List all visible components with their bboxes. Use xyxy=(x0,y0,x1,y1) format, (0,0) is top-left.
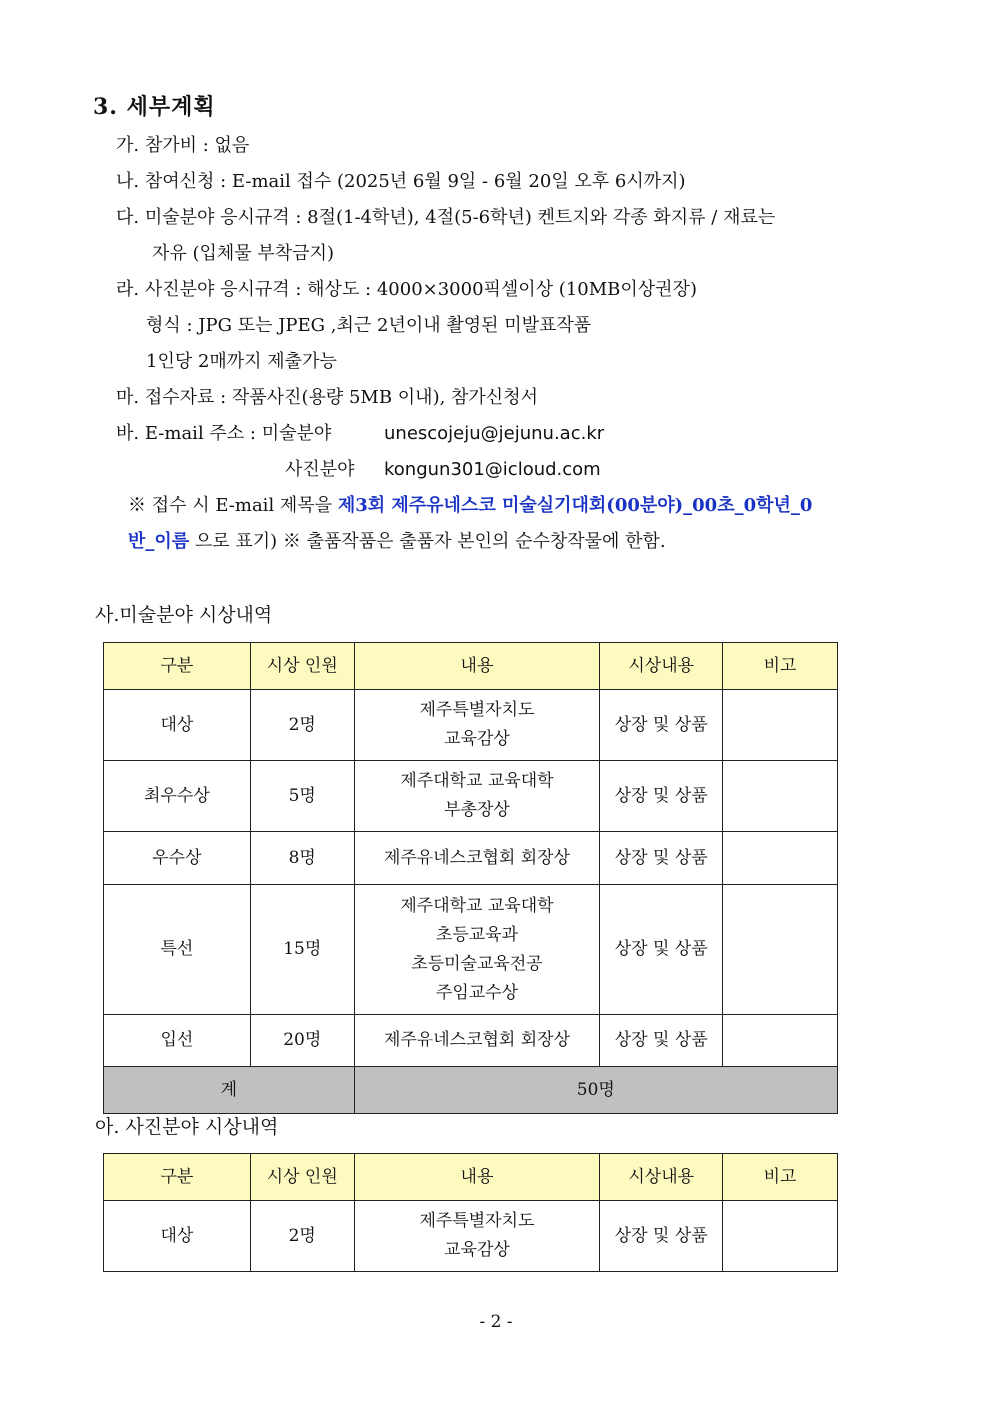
header-note: 비고 xyxy=(723,1154,838,1201)
note-line-2 xyxy=(128,530,666,554)
item-materials: 마. 접수자료 : 작품사진(용량 5MB 이내), 참가신청서 xyxy=(116,387,538,408)
item-photo-limit: 1인당 2매까지 제출가능 xyxy=(146,351,337,372)
cell-category: 최우수상 xyxy=(104,761,251,832)
cell-prize: 상장 및 상품 xyxy=(600,1201,723,1272)
note-suffix: 으로 표기) ※ 출품작품은 출품자 본인의 순수창작물에 한함. xyxy=(189,531,666,552)
cell-count: 2명 xyxy=(250,1201,354,1272)
content-line: 제주유네스코협회 회장상 xyxy=(383,1030,570,1050)
content-line: 제주유네스코협회 회장상 xyxy=(383,847,570,868)
cell-count: 15명 xyxy=(250,885,354,1015)
section-heading: 3. 세부계획 xyxy=(93,94,216,120)
photo-awards-title: 아. 사진분야 시상내역 xyxy=(95,1116,279,1138)
note-line-1 xyxy=(128,494,812,518)
content-line: 제주대학교 교육대학 xyxy=(400,771,554,791)
item-application: 나. 참여신청 : E-mail 접수 (2025년 6월 9일 - 6월 20일 오후 6시까지) xyxy=(116,171,686,192)
cell-note xyxy=(723,1201,838,1272)
cell-category: 대상 xyxy=(104,690,251,761)
cell-note xyxy=(723,690,838,761)
cell-note xyxy=(723,1015,838,1067)
content-line: 제주특별자치도 xyxy=(419,700,535,720)
cell-content xyxy=(354,690,600,761)
table-row xyxy=(104,690,838,761)
cell-prize: 상장 및 상품 xyxy=(600,1015,723,1067)
cell-category: 입선 xyxy=(104,1015,251,1067)
total-label: 계 xyxy=(104,1067,355,1114)
cell-count: 5명 xyxy=(250,761,354,832)
table-row xyxy=(104,832,838,885)
cell-prize: 상장 및 상품 xyxy=(600,832,723,885)
content-line: 제주특별자치도 xyxy=(419,1211,535,1231)
cell-content xyxy=(354,885,600,1015)
note-prefix: ※ 접수 시 E-mail 제목을 xyxy=(128,495,338,516)
item-art-spec-cont: 자유 (입체물 부착금지) xyxy=(152,243,334,264)
content-line: 주임교수상 xyxy=(435,982,519,1003)
header-count: 시상 인원 xyxy=(250,643,354,690)
content-line: 제주대학교 교육대학 xyxy=(400,895,554,916)
header-category: 구분 xyxy=(104,1154,251,1201)
content-line: 초등교육과 xyxy=(435,924,519,945)
item-fee: 가. 참가비 : 없음 xyxy=(116,135,250,156)
cell-note xyxy=(723,761,838,832)
cell-note xyxy=(723,885,838,1015)
cell-prize: 상장 및 상품 xyxy=(600,885,723,1015)
cell-content xyxy=(354,1015,600,1067)
content-line: 초등미술교육전공 xyxy=(411,953,543,974)
total-row xyxy=(104,1067,838,1114)
cell-content xyxy=(354,832,600,885)
cell-prize: 상장 및 상품 xyxy=(600,761,723,832)
table-row xyxy=(104,1201,838,1272)
cell-count: 2명 xyxy=(250,690,354,761)
cell-count: 8명 xyxy=(250,832,354,885)
header-note: 비고 xyxy=(723,643,838,690)
cell-category: 특선 xyxy=(104,885,251,1015)
cell-content xyxy=(354,1201,600,1272)
table-header-row xyxy=(104,1154,838,1201)
table-row xyxy=(104,885,838,1015)
content-line: 교육감상 xyxy=(444,1240,510,1260)
cell-content xyxy=(354,761,600,832)
email-art-link[interactable]: unescojeju@jejunu.ac.kr xyxy=(384,423,605,444)
art-awards-table xyxy=(103,642,838,1114)
photo-awards-table xyxy=(103,1153,838,1272)
header-count: 시상 인원 xyxy=(250,1154,354,1201)
header-prize: 시상내용 xyxy=(600,643,723,690)
item-photo-format: 형식 : JPG 또는 JPEG ,최근 2년이내 촬영된 미발표작품 xyxy=(146,315,592,336)
total-value: 50명 xyxy=(354,1067,837,1114)
cell-prize: 상장 및 상품 xyxy=(600,690,723,761)
header-prize: 시상내용 xyxy=(600,1154,723,1201)
art-awards-title: 사.미술분야 시상내역 xyxy=(95,604,273,626)
cell-count: 20명 xyxy=(250,1015,354,1067)
table-row xyxy=(104,1015,838,1067)
note-title-format-cont: 반_이름 xyxy=(128,531,190,552)
table-row xyxy=(104,761,838,832)
item-email-photo-label: 사진분야 xyxy=(285,459,355,480)
item-art-spec: 다. 미술분야 응시규격 : 8절(1-4학년), 4절(5-6학년) 켄트지와 각종 화지류 / 재료는 xyxy=(116,207,776,228)
page-number: - 2 - xyxy=(479,1312,513,1332)
note-title-format: 제3회 제주유네스코 미술실기대회(00분야)_00초_0학년_0 xyxy=(337,495,813,516)
cell-category: 대상 xyxy=(104,1201,251,1272)
cell-note xyxy=(723,832,838,885)
header-content: 내용 xyxy=(354,643,600,690)
content-line: 교육감상 xyxy=(444,729,510,749)
content-line: 부총장상 xyxy=(444,800,510,820)
cell-category: 우수상 xyxy=(104,832,251,885)
item-email-art-label: 바. E-mail 주소 : 미술분야 xyxy=(116,423,332,444)
table-header-row xyxy=(104,643,838,690)
item-photo-spec: 라. 사진분야 응시규격 : 해상도 : 4000×3000픽셀이상 (10MB이상권장) xyxy=(116,279,697,300)
header-category: 구분 xyxy=(104,643,251,690)
header-content: 내용 xyxy=(354,1154,600,1201)
email-photo-link[interactable]: kongun301@icloud.com xyxy=(384,459,601,480)
